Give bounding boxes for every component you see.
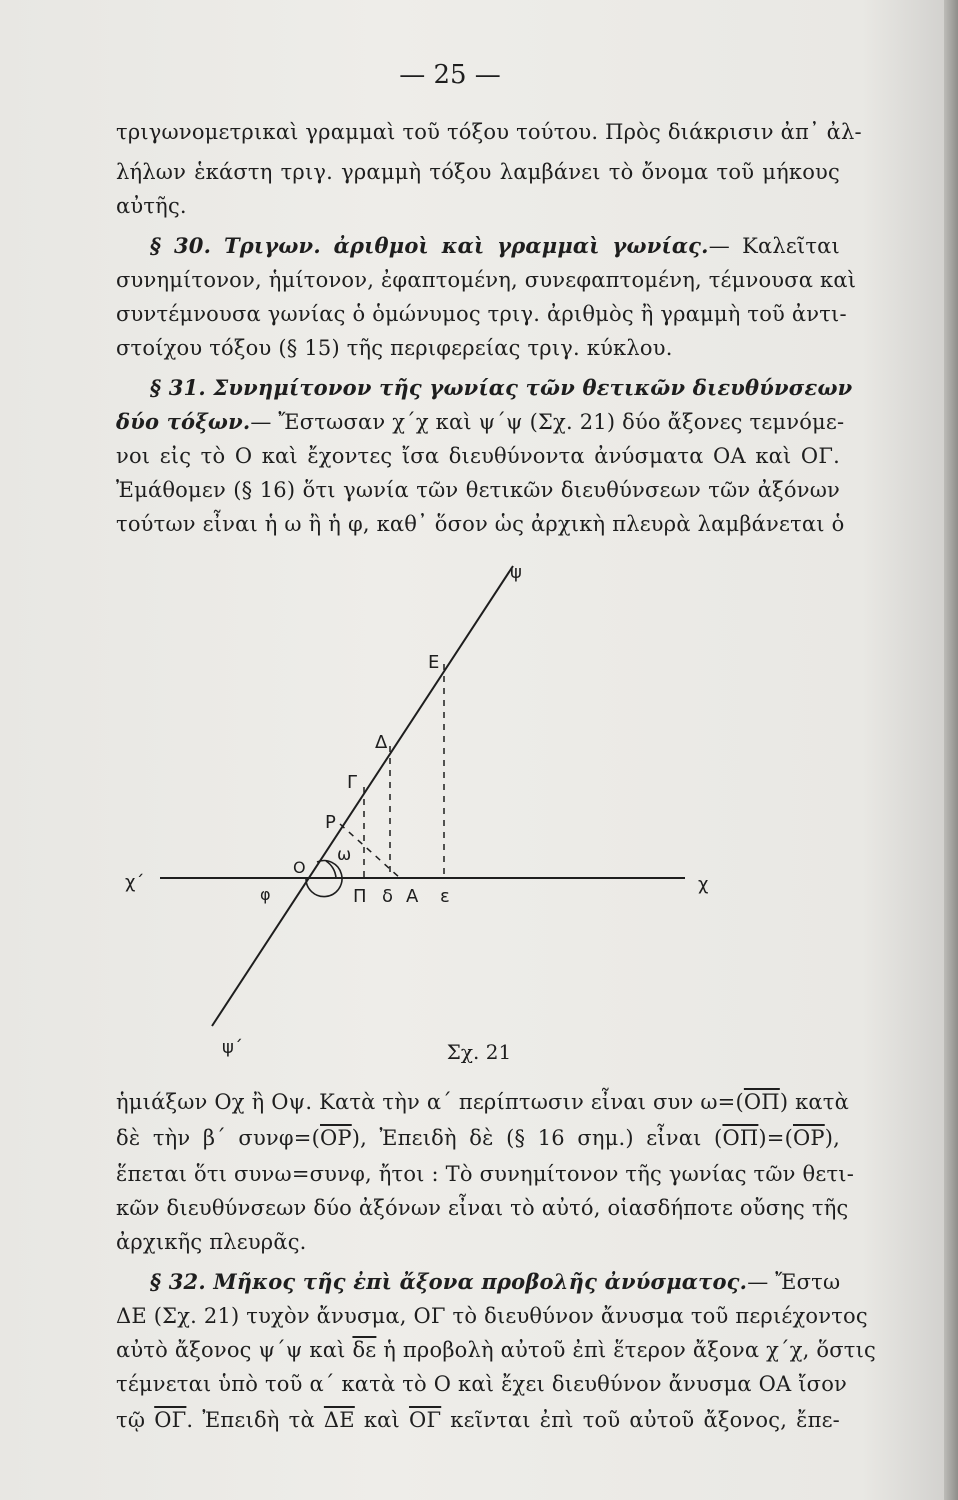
label-omega: ω [337,845,352,865]
text-line: συντέμνουσα γωνίας ὁ ὁμώνυμος τριγ. ἀριθμὸς ἢ γραμμὴ τοῦ ἀντι- [116,302,847,326]
after-figure-line-1 [116,1088,849,1116]
label-psi-prime: ψ΄ [222,1037,243,1058]
label-phi: φ [260,885,271,904]
section-32-text: — Ἔστω [747,1270,841,1294]
vector-de: $\overline{\Delta E}$ [323,1408,355,1432]
label-a: Α [406,886,419,907]
section-30-text: — Καλεῖται [708,234,840,258]
text-line: κῶν διευθύνσεων δύο ἀξόνων εἶναι τὸ αὐτό, οἱασδήποτε οὔσης τῆς [116,1196,849,1220]
label-gamma: Γ [347,772,358,793]
section-32-line-3 [116,1336,876,1364]
section-32-line-5 [116,1406,840,1434]
section-30-heading-line [150,232,840,260]
section-30-heading: § 30. Τριγων. ἀριθμοὶ καὶ γραμμαὶ γωνίας. [150,233,709,258]
text-segment: δὲ τὴν β΄ συνφ=( [116,1126,320,1150]
vector-og: $\overline{O\Gamma}$ [154,1408,187,1432]
label-delta-lower: δ [382,886,394,907]
text-line: ἀρχικῆς πλευρᾶς. [116,1230,307,1254]
text-segment: )=( [758,1126,793,1150]
label-epsilon-upper: Ε [428,652,440,673]
vector-de: $\overline{\delta\varepsilon}$ [352,1338,377,1362]
text-segment: καὶ [354,1408,410,1432]
section-31-text: — Ἔστωσαν χ΄χ καὶ ψ΄ψ (Σχ. 21) δύο ἄξονες τεμνόμε- [250,410,845,434]
label-pi: Π [353,886,367,907]
text-line: λήλων ἑκάστη τριγ. γραμμὴ τόξου λαμβάνει τὸ ὄνομα τοῦ μήκους [116,160,840,184]
page-number: — 25 — [399,60,501,90]
text-line: ΔΕ (Σχ. 21) τυχὸν ἄνυσμα, ΟΓ τὸ διευθύνον ἄνυσμα τοῦ περιέχοντος [116,1304,868,1328]
section-31-heading: § 31. Συνημίτονον τῆς γωνίας τῶν θετικῶν διευθύνσεων [150,375,853,400]
text-line: ἕπεται ὅτι συνω=συνφ, ἤτοι : Τὸ συνημίτονον τῆς γωνίας τῶν θετι- [116,1162,854,1186]
section-32-heading-line [150,1268,840,1296]
label-p: Ρ [325,812,336,833]
text-line: συνημίτονον, ἡμίτονον, ἐφαπτομένη, συνεφαπτομένη, τέμνουσα καὶ [116,268,857,292]
section-31-heading-2: δύο τόξων. [116,409,251,434]
text-line: τέμνεται ὑπὸ τοῦ α΄ κατὰ τὸ Ο καὶ ἔχει διευθύνον ἄνυσμα ΟΑ ἴσον [116,1372,848,1396]
text-segment: . Ἐπειδὴ τὰ [186,1408,324,1432]
text-line: τούτων εἶναι ἡ ω ἢ ἡ φ, καθ᾿ ὅσον ὡς ἀρχικὴ πλευρὰ λαμβάνεται ὁ [116,512,845,536]
label-epsilon-lower: ε [440,886,450,907]
text-line: Ἐμάθομεν (§ 16) ὅτι γωνία τῶν θετικῶν διευθύνσεων τῶν ἀξόνων [116,478,840,502]
text-segment: ) κατὰ [779,1090,849,1114]
text-line: στοίχου τόξου (§ 15) τῆς περιφερείας τριγ. κύκλου. [116,336,673,360]
label-o: Ο [293,858,306,877]
after-figure-line-2 [116,1124,840,1152]
text-segment: κεῖνται ἐπὶ τοῦ αὐτοῦ ἄξονος, ἔπε- [441,1408,840,1432]
text-segment: ), Ἐπειδὴ δὲ (§ 16 σημ.) εἶναι ( [351,1126,723,1150]
text-segment: αὐτὸ ἄξονος ψ΄ψ καὶ [116,1338,353,1362]
vector-or: $\overline{OP}$ [320,1126,352,1150]
label-delta-upper: Δ [375,732,388,753]
text-line: αὐτῆς. [116,194,187,218]
page-edge [944,0,958,1500]
text-line: τριγωνομετρικαὶ γραμμαὶ τοῦ τόξου τούτου. Πρὸς διάκρισιν ἀπ᾿ ἀλ- [116,120,862,144]
figure-21 [100,548,840,1058]
vector-op: $\overline{O\Pi}$ [722,1126,759,1150]
vector-or: $\overline{OP}$ [792,1126,825,1150]
text-segment: τῷ [116,1408,155,1432]
text-line: νοι εἰς τὸ Ο καὶ ἔχοντες ἴσα διευθύνοντα ἀνύσματα ΟΑ καὶ ΟΓ. [116,444,840,468]
text-segment: ), [824,1126,841,1150]
text-segment: ἡ προβολὴ αὐτοῦ ἐπὶ ἕτερον ἄξονα χ΄χ, ὅστις [376,1338,876,1362]
section-31-heading-line [116,408,845,436]
label-x: χ [698,874,709,895]
psi-axis [212,566,513,1026]
label-psi: ψ [510,562,522,583]
vector-op: $\overline{O\Pi}$ [743,1090,780,1114]
label-x-prime: χ΄ [125,872,145,893]
text-segment: ἡμιάξων Οχ ἢ Οψ. Κατὰ τὴν α΄ περίπτωσιν εἶναι συν ω=( [116,1090,744,1114]
section-32-heading: § 32. Μῆκος τῆς ἐπὶ ἄξονα προβολῆς ἀνύσματος. [150,1269,748,1294]
vector-og: $\overline{O\Gamma}$ [409,1408,442,1432]
figure-caption: Σχ. 21 [446,1040,512,1064]
